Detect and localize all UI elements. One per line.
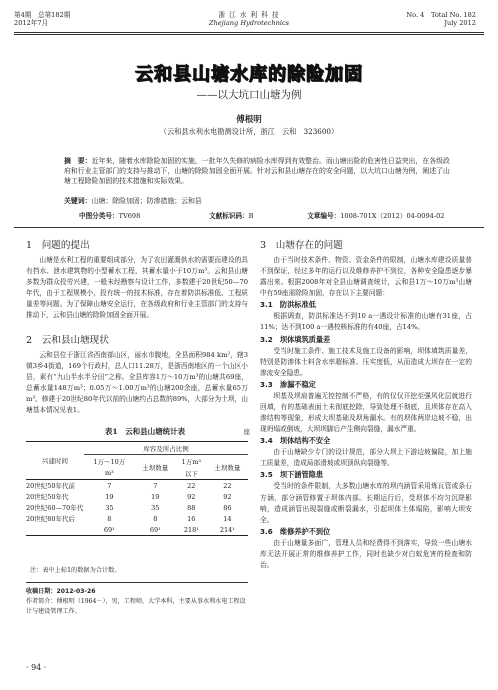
table-title: 表1 云和县山塘统计表 xyxy=(104,427,186,436)
received-date: 收稿日期：2012-03-26 xyxy=(26,588,96,595)
abstract-text: 近年来，随着水库除险加固的实施，一批年久失修的病险水库得到有效整治。而山塘出险的危害性日益突出，在各级政府和行业主管部门的支持与推动下，山塘的除险加固全面开展。针对云和县山塘存在的安全问题，以大坑口山塘为例，阐述了山塘工程除险加固的技术措施和实际效果。 xyxy=(64,157,450,185)
section-3-heading: 3 山塘存在的问题 xyxy=(260,240,343,251)
cell: 8 xyxy=(153,514,158,523)
section-3-3-heading: 3.3 渗漏不稳定 xyxy=(260,379,316,389)
abstract-rule xyxy=(14,227,484,228)
col-header-b: 土坝数量 xyxy=(142,463,169,472)
cell: 86 xyxy=(223,503,232,512)
cell: 20世纪50年代前 xyxy=(26,482,76,490)
section-3-2-heading: 3.2 坝体填筑质量差 xyxy=(260,334,331,344)
section-3-6-paragraph: 由于山塘量多面广，管理人员和经费得不到落实，导致一些山塘水库无法开展正常的维修养护工作，同时也缺少对白蚁危害的检查和防治。 xyxy=(260,538,472,569)
cell: 92 xyxy=(187,492,196,501)
doc-label: 文献标识码： xyxy=(209,212,249,220)
article-id-value: 1008-701X（2012）04-0094-02 xyxy=(340,212,445,220)
cell: 69¹ xyxy=(149,525,161,534)
journal-name-en: Zhejiang Hydrotechnics xyxy=(208,19,290,27)
cell: 19 xyxy=(151,492,160,501)
cell: 7 xyxy=(153,481,158,490)
page-number: · 94 · xyxy=(26,663,47,672)
section-3-4-paragraph: 由于山塘缺少专门的设计规范，部分大坝上下游边坡偏陡，加上施工质量差，造成局部滑坡或坝顶纵向裂缝等。 xyxy=(260,448,472,468)
table-row xyxy=(26,502,248,513)
table-caption xyxy=(40,426,250,437)
article-id-label: 文章编号： xyxy=(307,212,341,220)
cell: 214¹ xyxy=(219,525,235,534)
col-header-a: 1万～10万 xyxy=(93,457,126,466)
abstract-label: 摘 要： xyxy=(64,157,92,165)
section-3-paragraph: 由于当时技术条件、物资、资金条件的限制，山塘水库建设质量普不到保证，经过多年的运行以及维修养护不到位，各种安全隐患逐步暴露出来。根据2008年对全县山塘调查统计，云和县1万～10万m³山塘中有59座需除险加固，存在以下主要问题： xyxy=(260,256,472,298)
col-header-d: 土坝数量 xyxy=(214,463,241,472)
left-column xyxy=(26,239,248,416)
section-3-4-heading: 3.4 坝体结构不安全 xyxy=(260,436,331,446)
doc-value: B xyxy=(248,212,254,220)
section-1-paragraph: 山塘是水利工程的重要组成部分，为了农田灌溉供水的需要而建设的具有挡水、泄水建筑物的小型蓄水工程，其蓄水量小于10万m³。云和县山塘多数为群众投劳兴建，一般未经勘察与设计工作，多数建于20世纪50—70年代，由于工程规模小，投有统一的技术标准，存在着防洪标准低、工程质量差等问题。为了保障山塘安全运行，在各级政府和行业主管部门的支持与推动下，云和县山塘的除险加固全面开展。 xyxy=(26,256,248,320)
section-1-heading: 1 问题的提出 xyxy=(26,240,90,251)
cell: 14 xyxy=(223,514,232,523)
author-name: 傅根明 xyxy=(236,115,262,125)
cell: 69¹ xyxy=(103,525,115,534)
table-row xyxy=(26,513,248,524)
col-header-group: 库容及所占比例 xyxy=(84,442,248,455)
footnote-rule xyxy=(26,582,248,583)
author-affiliation: （云和县水利水电勘测设计所，浙江 云和 323600） xyxy=(159,127,339,136)
section-3-5-paragraph: 受当时的条件限制，大多数山塘水库的坝内涵管采用炼瓦管或条石方涵，部分涵管修置于坝体内部。长期运行后，受坝体不均匀沉降影响，造成涵管出现裂缝或断裂漏水，引起坝体土体塌陷，影响大坝安全。 xyxy=(260,482,472,524)
article-subtitle: ——以大坑口山塘为例 xyxy=(196,89,302,101)
cell: 20世纪80年代后 xyxy=(26,515,76,523)
cell: 8 xyxy=(107,514,112,523)
section-2-paragraph: 云和县位于浙江省西南部山区，丽水市腹地，全县面积984 km²，辖3镇3乡4街道，169个行政村，总人口11.28万，是浙西南地区的一个山区小县，素有“九山半水半分田”之称。全县库容1万～10万m³的山塘共69座，总蓄水量148万m³；0.05万～1.00万m³的山塘200余座，总蓄水量65万m³。修建于20世纪80年代以前的山塘约占总数的89%，大部分为土坝，山塘基本情况见表1。 xyxy=(26,350,248,415)
cell: 88 xyxy=(187,503,196,512)
cell: 20世纪60—70年代 xyxy=(26,504,84,512)
cell: 92 xyxy=(223,492,232,501)
cell: 22 xyxy=(187,481,196,490)
header-rule xyxy=(14,32,484,33)
issue-date-en: July 2012 xyxy=(444,19,476,27)
table-row xyxy=(26,480,248,492)
issue-number-en: No. 4 Total No. 182 xyxy=(406,11,476,19)
cell: 16 xyxy=(187,514,196,523)
table-footnote: 注：表中上标1的数据为合计数。 xyxy=(30,567,121,574)
classification-line xyxy=(79,210,459,220)
col-header-time: 兴建时间 xyxy=(42,457,68,465)
cell: 35 xyxy=(151,503,160,512)
section-3-1-heading: 3.1 防洪标准低 xyxy=(260,300,316,310)
table-unit: 座 xyxy=(243,428,250,436)
keywords-text: 山塘；除险加固；防渗措施；云和县 xyxy=(91,197,202,205)
cell: 218¹ xyxy=(183,525,199,534)
header-rule-thin xyxy=(14,34,484,35)
stats-table xyxy=(26,441,248,536)
col-header-a-unit: m³ xyxy=(104,469,114,477)
section-3-5-heading: 3.5 坝下涵管隐患 xyxy=(260,470,324,480)
section-2-heading: 2 云和县山塘现状 xyxy=(26,334,109,346)
section-3-2-paragraph: 受当时施工条件、施工技术及施工设备的影响，坝体填筑质量差，特别是防渗体土料含水率超标准、压实度低，从而造成大坝存在一定的渗流安全隐患。 xyxy=(260,346,472,377)
clc-label: 中图分类号： xyxy=(79,212,119,220)
cell xyxy=(26,524,84,536)
issue-info-en xyxy=(406,11,476,27)
cell: 7 xyxy=(107,481,112,490)
section-3-1-paragraph: 根据调查，防洪标准达不到10 a一遇设计标准的山塘有31座，占11%；达不到100 a一遇校核标准的有40座，占14%。 xyxy=(260,312,472,332)
table-row xyxy=(26,524,248,536)
section-3-3-paragraph: 坝基及坝肩普遍无控控制不严格，有的仅仅开挖至强风化层就进行回填，有的基础表面土未彻底挖除，导致处理不彻底，且坝体存在高入渗结构等现象，形成大坝基础及坝角漏水。有的坝体两岸边坡不稳，出现坍塌或倒坡，大坝坝脚后产生侧向裂缝，漏水严重。 xyxy=(260,391,472,434)
clc-value: TV698 xyxy=(118,212,141,220)
right-column xyxy=(260,239,472,571)
table-row xyxy=(26,491,248,502)
col-header-c: 1万m³ xyxy=(181,457,202,466)
keywords xyxy=(64,196,456,206)
cell: 22 xyxy=(223,481,232,490)
author-note xyxy=(26,587,246,617)
journal-name-cn: 浙 江 水 利 科 技 xyxy=(218,11,280,19)
author-bio: 作者简介：傅根明（1964－），男，工程师，大学本科，主要从事水利水电工程设计与建设管理工作。 xyxy=(26,598,246,615)
cell: 20世纪50年代 xyxy=(26,493,69,501)
article-title: 云和县山塘水库的除险加固 xyxy=(135,64,363,85)
col-header-c-unit: 以下 xyxy=(184,469,198,478)
issue-date: 2012年7月 xyxy=(14,19,49,27)
cell: 35 xyxy=(105,503,114,512)
issue-number: 第4期 总第182期 xyxy=(14,11,71,19)
section-3-6-heading: 3.6 维修养护不到位 xyxy=(260,526,331,536)
abstract xyxy=(64,156,456,186)
cell: 19 xyxy=(105,492,114,501)
keywords-label: 关键词： xyxy=(64,197,92,205)
